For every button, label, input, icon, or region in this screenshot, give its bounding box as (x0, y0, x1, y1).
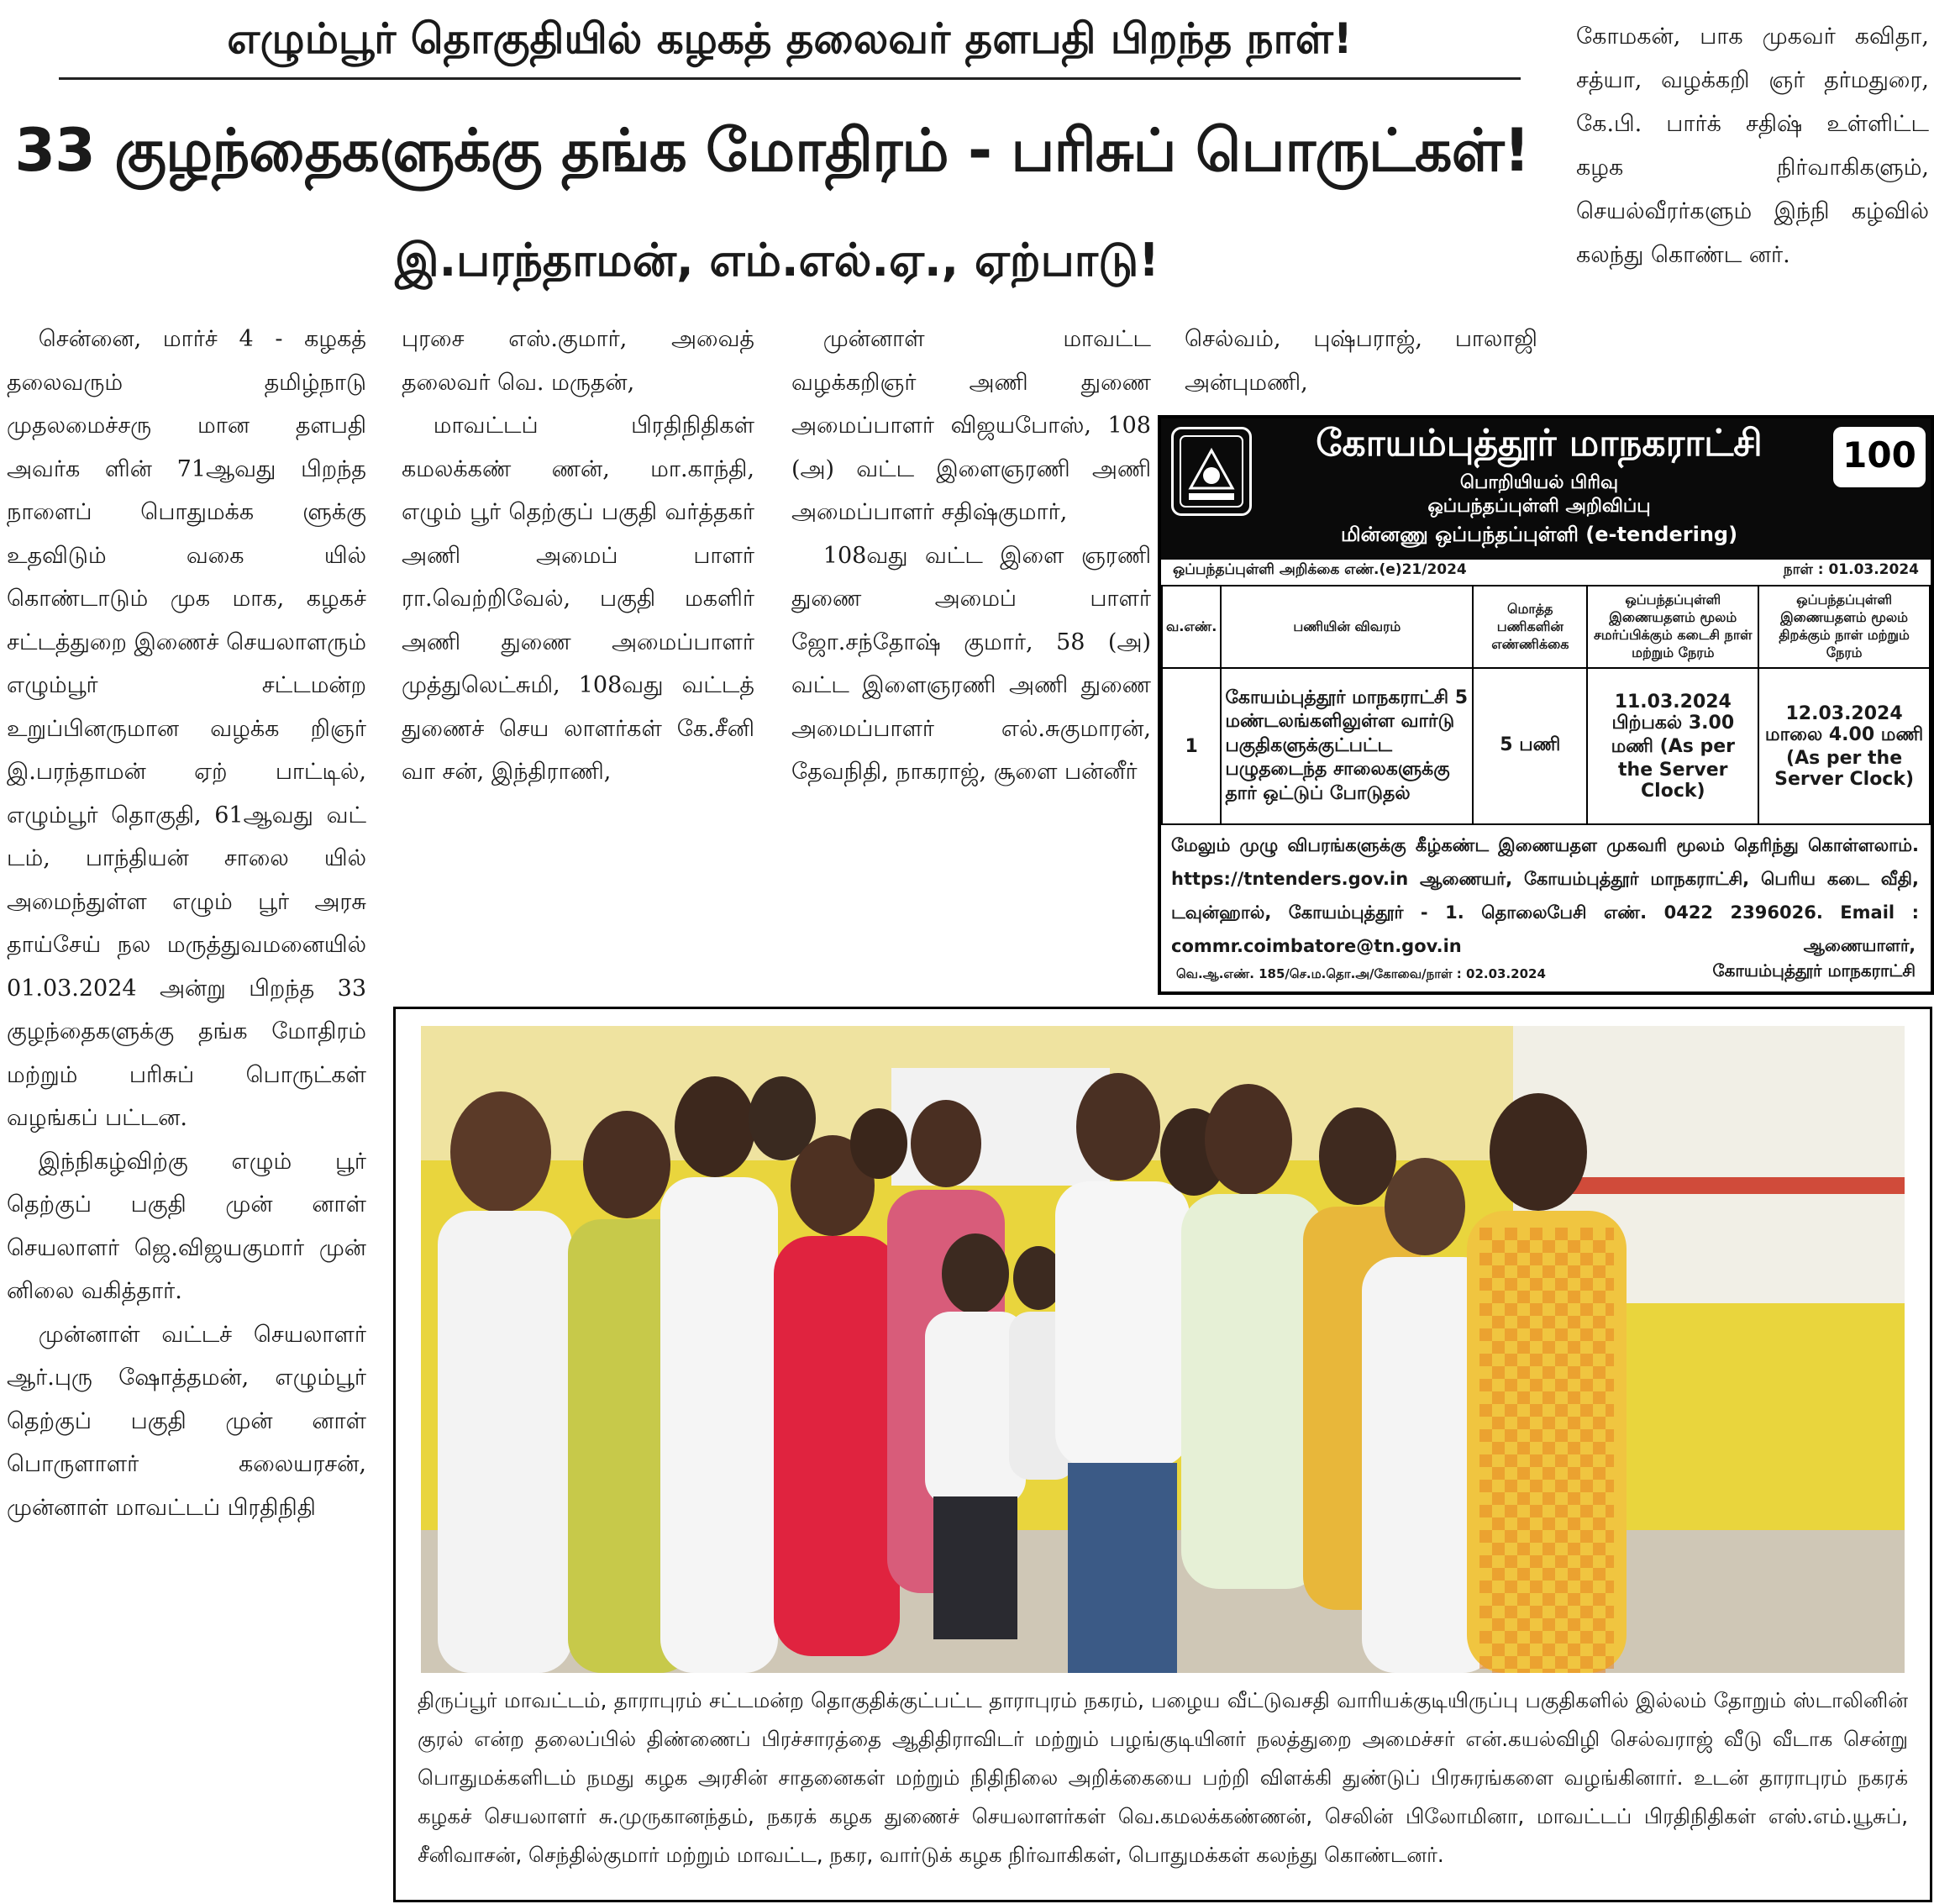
article-paragraph: மாவட்டப் பிரதிநிதிகள் கமலக்கண் ணன், மா.காந்தி, எழும் பூர் தெற்குப் பகுதி வர்த்தகர் அணி அமைப் பாளர் ரா.வெற்றிவேல், பகுதி மகளிர் அணி துணை அமைப்பாளர் முத்துலெட்சுமி, 108வது வட்டத் துணைச் செய லாளர்கள் கே.சீனி வா சன், இந்திராணி, (402, 413, 754, 785)
headline-divider (59, 77, 1521, 80)
corporation-emblem-icon (1171, 427, 1252, 516)
photo-box (393, 1007, 1932, 1902)
cell-open: 12.03.2024 மாலை 4.00 மணி (As per the Server Clock) (1758, 668, 1930, 824)
ad-title: கோயம்புத்தூர் மாநகராட்சி (1316, 422, 1763, 465)
header-sno: வ.எண். (1162, 586, 1221, 668)
header-open: ஒப்பந்தப்புள்ளி இணையதளம் மூலம் திறக்கும் நாள் மற்றும் நேரம் (1758, 586, 1930, 668)
ad-department: பொறியியல் பிரிவு (1459, 472, 1619, 493)
header-work: பணியின் விவரம் (1221, 586, 1473, 668)
tender-advertisement (1158, 415, 1934, 995)
article-paragraph: கோமகன், பாக முகவர் கவிதா, சத்யா, வழக்கறி ஞர் தர்மதுரை, கே.பி. பார்க் சதிஷ் உள்ளிட்ட கழக நிர்வாகிகளும், செயல்வீரர்களும் இந்நி கழ்வில் கலந்து கொண்ட னர். (1576, 24, 1929, 268)
ad-etender-title: மின்னணு ஒப்பந்தப்புள்ளி (e-tendering) (1340, 523, 1738, 546)
article-paragraph: இந்நிகழ்விற்கு எழும் பூர் தெற்குப் பகுதி முன் னாள் செயலாளர் ஜெ.விஜயகுமார் முன் னிலை வகித்தார். (7, 1148, 366, 1304)
article-paragraph: செல்வம், புஷ்பராஜ், பாலாஜி அன்புமணி, (1185, 326, 1537, 396)
ad-notice-date: நாள் : 01.03.2024 (1783, 561, 1919, 578)
sub-headline: இ.பரந்தாமன், எம்.எல்.ஏ., ஏற்பாடு! (395, 234, 1159, 287)
ad-notice-title: ஒப்பந்தப்புள்ளி அறிவிப்பு (1427, 496, 1651, 517)
event-photo (421, 1026, 1905, 1673)
article-paragraph: முன்னாள் மாவட்ட வழக்கறிஞர் அணி துணை அமைப்பாளர் விஜயபோஸ், 108 (அ) வட்ட இளைஞரணி அணி அமைப்பாளர் சதிஷ்குமார், (791, 326, 1151, 525)
ad-reference: வெ.ஆ.எண். 185/செ.ம.தொ.அ/கோவை/நாள் : 02.03.2024 (1176, 966, 1546, 981)
tender-table (1161, 585, 1931, 825)
article-column-1 (7, 318, 366, 1897)
photo-caption: திருப்பூர் மாவட்டம், தாராபுரம் சட்டமன்ற தொகுதிக்குட்பட்ட தாராபுரம் நகரம், பழைய வீட்டுவசதி வாரியக்குடியிருப்பு பகுதிகளில் இல்லம் தோறும் ஸ்டாலினின் குரல் என்ற தலைப்பில் திண்ணைப் பிரச்சாரத்தை ஆதிதிராவிடர் மற்றும் பழங்குடியினர் நலத்துறை அமைச்சர் என்.கயல்விழி செல்வராஜ் வீடு வீடாக சென்று பொதுமக்களிடம் நமது கழக அரசின் சாதனைகள் மற்றும் நிதிநிலை அறிக்கையை பற்றி விளக்கி துண்டுப் பிரசுரங்களை வழங்கினார். உடன் தாராபுரம் நகரக் கழகச் செயலாளர் சு.முருகானந்தம், நகரக் கழக துணைச் செயலாளர்கள் வெ.கமலக்கண்ணன், செலின் பிலோமினா, மாவட்டப் பிரதிநிதிகள் எஸ்.எம்.யூசுப், சீனிவாசன், செந்தில்குமார் மற்றும் மாவட்ட, நகர, வார்டுக் கழக நிர்வாகிகள், பொதுமக்கள் கலந்து கொண்டனர். (418, 1688, 1908, 1867)
article-column-2 (402, 318, 754, 990)
centenary-logo: 100 (1833, 427, 1926, 487)
article-paragraph: முன்னாள் வட்டச் செயலாளர் ஆர்.புரு ஷோத்தமன், எழும்பூர் தெற்குப் பகுதி முன் னாள் பொருளாளர் கலையரசன், முன்னாள் மாவட்டப் பிரதிநிதி (7, 1321, 366, 1521)
table-row (1162, 668, 1930, 824)
header-submit: ஒப்பந்தப்புள்ளி இணையதளம் மூலம் சமர்ப்பிக்கும் கடைசி நாள் மற்றும் நேரம் (1587, 586, 1758, 668)
main-headline: 33 குழந்தைகளுக்கு தங்க மோதிரம் - பரிசுப் பொருட்கள்! (14, 116, 1530, 185)
cell-count: 5 பணி (1473, 668, 1587, 824)
article-column-3 (791, 318, 1151, 990)
ad-signatory-title: ஆணையாளர், (1803, 935, 1916, 955)
ad-signatory (1712, 933, 1916, 983)
article-column-4 (1185, 318, 1537, 410)
kicker-headline: எழும்பூர் தொகுதியில் கழகத் தலைவர் தளபதி பிறந்த நாள்! (227, 14, 1353, 63)
article-paragraph: புரசை எஸ்.குமார், அவைத் தலைவர் வெ. மருதன், (402, 326, 754, 396)
cell-submit: 11.03.2024 பிற்பகல் 3.00 மணி (As per the Server Clock) (1587, 668, 1758, 824)
cell-work: கோயம்புத்தூர் மாநகராட்சி 5 மண்டலங்களிலுள்ள வார்டு பகுதிகளுக்குட்பட்ட பழுதடைந்த சாலைகளுக்கு தார் ஒட்டுப் போடுதல் (1221, 668, 1473, 824)
ad-signatory-org: கோயம்புத்தூர் மாநகராட்சி (1712, 960, 1916, 981)
ad-notice-number: ஒப்பந்தப்புள்ளி அறிக்கை எண்.(e)21/2024 (1173, 561, 1467, 578)
ad-header (1161, 418, 1931, 560)
group-photo-illustration (421, 1026, 1905, 1673)
table-header-row (1162, 586, 1930, 668)
article-paragraph: சென்னை, மார்ச் 4 - கழகத் தலைவரும் தமிழ்நாடு முதலமைச்சரு மான தளபதி அவர்க ளின் 71ஆவது பிறந்த நாளைப் பொதுமக்க ளுக்கு உதவிடும் வகை யில் கொண்டாடும் முக மாக, கழகச் சட்டத்துறை இணைச் செயலாளரும் எழும்பூர் சட்டமன்ற உறுப்பினருமான வழக்க றிஞர் இ.பரந்தாமன் ஏற் பாட்டில், எழும்பூர் தொகுதி, 61ஆவது வட் டம், பாந்தியன் சாலை யில் அமைந்துள்ள எழும் பூர் அரசு தாய்சேய் நல மருத்துவமனையில் 01.03.2024 அன்று பிறந்த 33 குழந்தைகளுக்கு தங்க மோதிரம் மற்றும் பரிசுப் பொருட்கள் வழங்கப் பட்டன. (7, 326, 366, 1131)
ad-footer-text: மேலும் முழு விபரங்களுக்கு கீழ்கண்ட இணையதள முகவரி மூலம் தெரிந்து கொள்ளலாம். https://tntenders.gov.in ஆணையர், கோயம்புத்தூர் மாநகராட்சி, பெரிய கடை வீதி, டவுன்ஹால், கோயம்புத்தூர் - 1. தொலைபேசி எண். 0422 2396026. Email : commr.coimbatore@tn.gov.in (1171, 835, 1919, 956)
header-count: மொத்த பணிகளின் எண்ணிக்கை (1473, 586, 1587, 668)
article-column-5 (1576, 15, 1929, 385)
cell-sno: 1 (1162, 668, 1221, 824)
article-paragraph: 108வது வட்ட இளை ஞரணி துணை அமைப் பாளர் ஜோ.சந்தோஷ் குமார், 58 (அ) வட்ட இளைஞரணி அணி துணை அமைப்பாளர் எல்.சுகுமாரன், தேவநிதி, நாகராஜ், சூளை பன்னீர் (791, 542, 1151, 785)
